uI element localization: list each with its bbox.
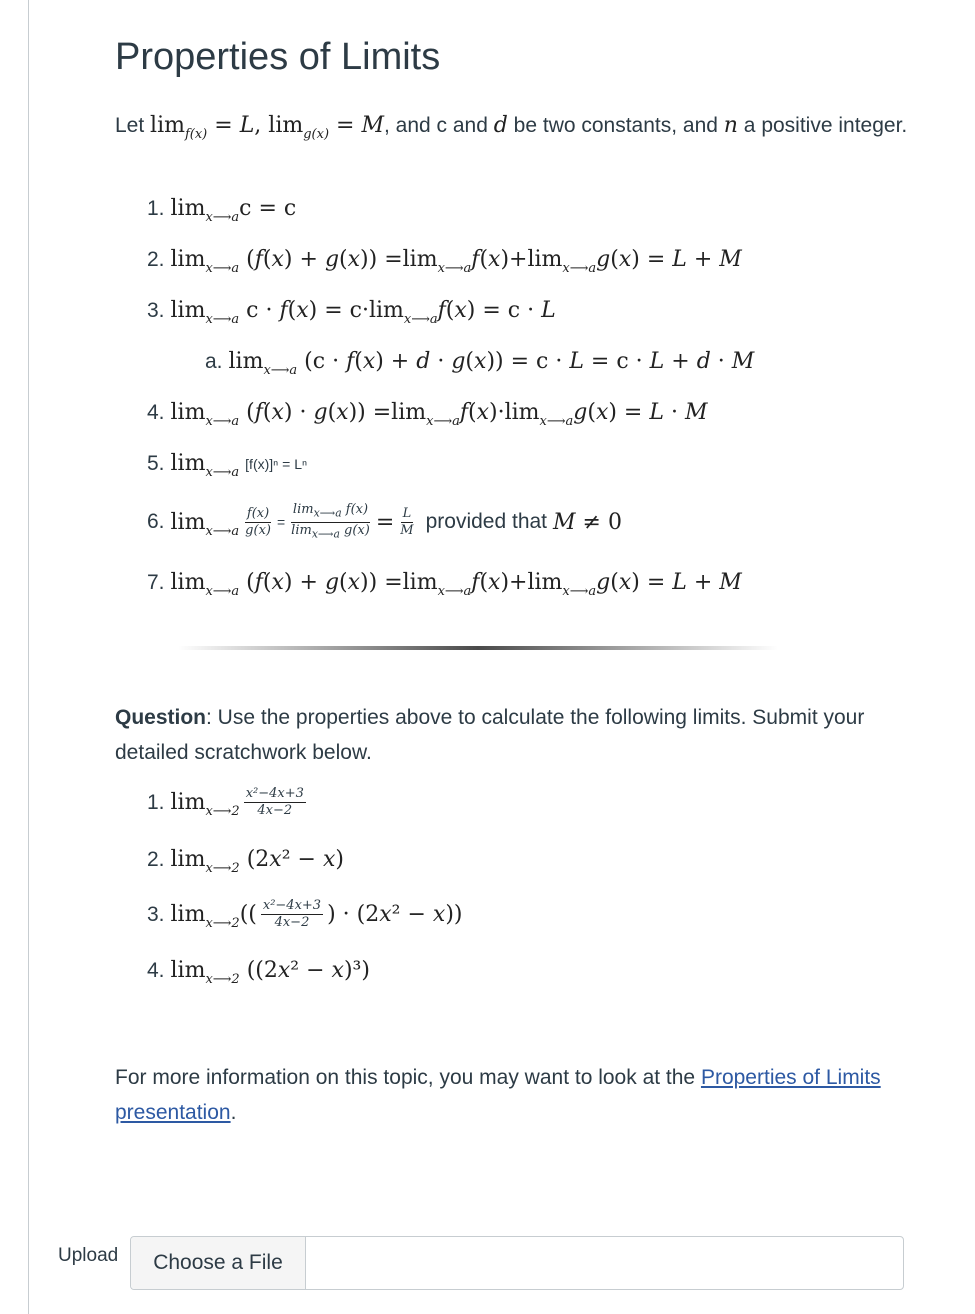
property-4: 4. $\lim_{x⟶a} (f(x) \cdot g(x)) =\lim_{x⟶a}f(x)\cdot\lim_{x⟶a}g(x) = L \cdot M$ [147, 400, 708, 429]
property-3a: a. $\lim_{x⟶a} (c \cdot f(x) + d \cdot g(x)) = c \cdot L = c \cdot L + d \cdot M$ [205, 349, 755, 378]
page-title: Properties of Limits [115, 36, 441, 78]
question-paragraph: Question: Use the properties above to calculate the following limits. Submit your detailed scratchwork below. [115, 706, 865, 764]
section-divider [178, 646, 778, 650]
property-3: 3. $\lim_{x⟶a} c \cdot f(x) = c\cdot\lim_{x⟶a}f(x) = c \cdot L$ [147, 298, 556, 327]
exercise-1: 1. $\lim_{x⟶2}$ $\frac{\text{x²−4x+3}}{4x-2}$ [147, 786, 304, 819]
exercise-2: 2. $\lim_{x⟶2} (2x^2 - x)$ [147, 847, 344, 876]
file-upload-field[interactable] [130, 1236, 904, 1290]
property-7: 7. $\lim_{x⟶a} (f(x) + g(x)) =\lim_{x⟶a}f(x)+\lim_{x⟶a}g(x) = L + M$ [147, 570, 742, 599]
property-6: 6. $\lim_{x⟶a}$ $\frac{f(x)}{g(x)}$ = $\frac{\lim_{x⟶a} f(x)}{\lim_{x⟶a} g(x)}$ = $\frac{L}{M}$ provided that M ≠ 0 [147, 502, 622, 541]
properties-of-limits-link[interactable]: Properties of Limits presentation [115, 1066, 881, 1124]
intro-paragraph: Let $\lim_{f(x)} = L$, $\lim_{g(x)} = M$, and c and d be two constants, and n a positive integer. [115, 113, 908, 142]
upload-label: Upload [58, 1245, 119, 1266]
exercise-4: 4. $\lim_{x⟶2} ((2x^2 - x)^3)$ [147, 958, 370, 987]
property-1: 1. $\lim_{x⟶a}c = c$ [147, 196, 297, 225]
property-5: 5. $\lim_{x⟶a}$ [f(x)]ⁿ = Lⁿ [147, 451, 308, 480]
property-2: 2. $\lim_{x⟶a} (f(x) + g(x)) =\lim_{x⟶a}f(x)+\lim_{x⟶a}g(x) = L + M$ [147, 247, 742, 276]
exercise-3: 3. $\lim_{x⟶2}$(( $\frac{\text{x²−4x+3}}{4x-2}$ ) · (2x² − x)) [147, 898, 463, 931]
left-border [28, 0, 29, 1314]
choose-file-button[interactable]: Choose a File [131, 1237, 306, 1289]
more-info-paragraph: For more information on this topic, you may want to look at the Properties of Limits presentation. [115, 1066, 881, 1124]
